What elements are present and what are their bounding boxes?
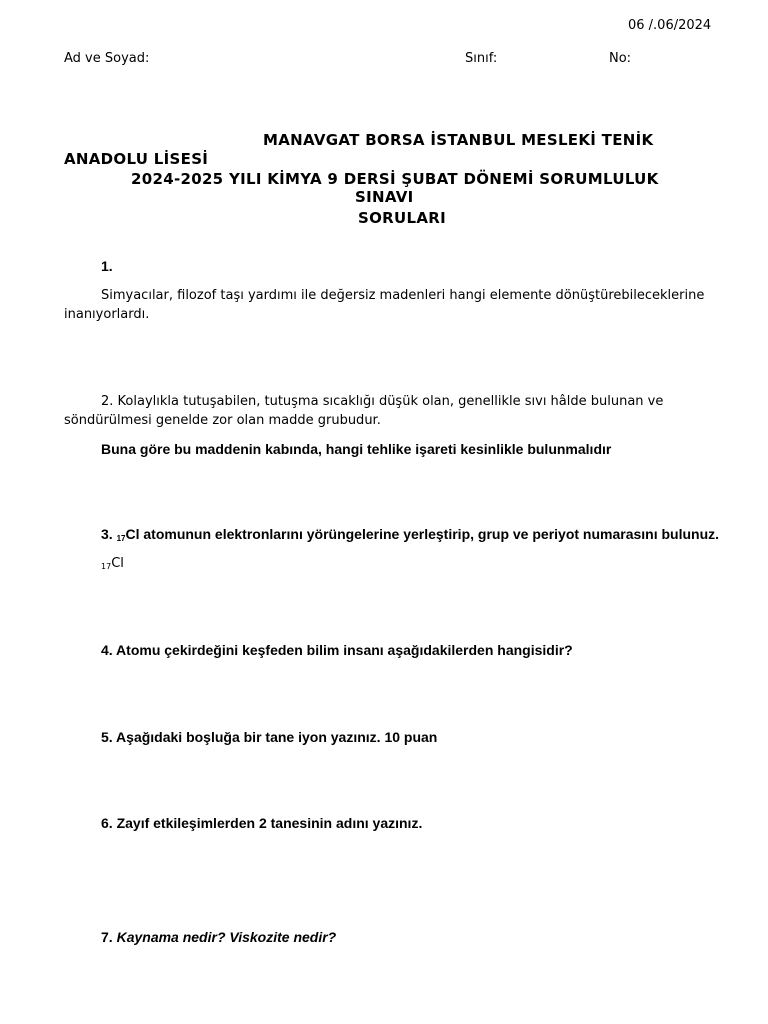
question-3-element-symbol: Cl [111,556,124,571]
question-3-subscript: 17 [116,534,126,543]
question-3-prefix: 3. [101,526,117,542]
exam-date: 06 /.06/2024 [628,18,712,33]
question-3-element-label [101,556,124,571]
exam-title-line1: 2024-2025 YILI KİMYA 9 DERSİ ŞUBAT DÖNEMİ SORUMLULUK [131,170,659,188]
question-1-text-line1: Simyacılar, filozof taşı yardımı ile değersiz madenleri hangi elemente dönüştürebileceklerine [101,288,705,303]
question-3-text: Cl atomunun elektronlarını yörüngelerine yerleştirip, grup ve periyot numarasını bulunuz. [125,526,720,542]
question-2-text-line1: 2. Kolaylıkla tutuşabilen, tutuşma sıcaklığı düşük olan, genellikle sıvı hâlde bulunan ve [101,394,664,409]
question-2-text-line2: söndürülmesi genelde zor olan madde grubudur. [64,413,381,428]
question-7-text: Kaynama nedir? Viskozite nedir? [116,929,337,945]
number-label: No: [609,51,632,66]
question-7-prefix: 7. [101,929,117,945]
question-2-prompt: Buna göre bu maddenin kabında, hangi tehlike işareti kesinlikle bulunmalıdır [101,441,612,457]
name-label: Ad ve Soyad: [64,51,150,66]
question-5-text: 5. Aşağıdaki boşluğa bir tane iyon yazınız. 10 puan [101,729,438,745]
exam-title-line3: SORULARI [358,209,446,227]
question-3-element-subscript: 17 [101,562,112,571]
question-3 [101,526,719,543]
exam-title-line2: SINAVI [355,188,414,206]
school-title-line1: MANAVGAT BORSA İSTANBUL MESLEKİ TENİK [263,131,654,149]
question-1-number: 1. [101,258,113,274]
question-6-text: 6. Zayıf etkileşimlerden 2 tanesinin adını yazınız. [101,815,423,831]
question-4-text: 4. Atomu çekirdeğini keşfeden bilim insanı aşağıdakilerden hangisidir? [101,642,573,658]
class-label: Sınıf: [465,51,498,66]
question-7 [101,929,336,945]
question-1-text-line2: inanıyorlardı. [64,307,150,322]
school-title-line2: ANADOLU LİSESİ [64,150,209,168]
